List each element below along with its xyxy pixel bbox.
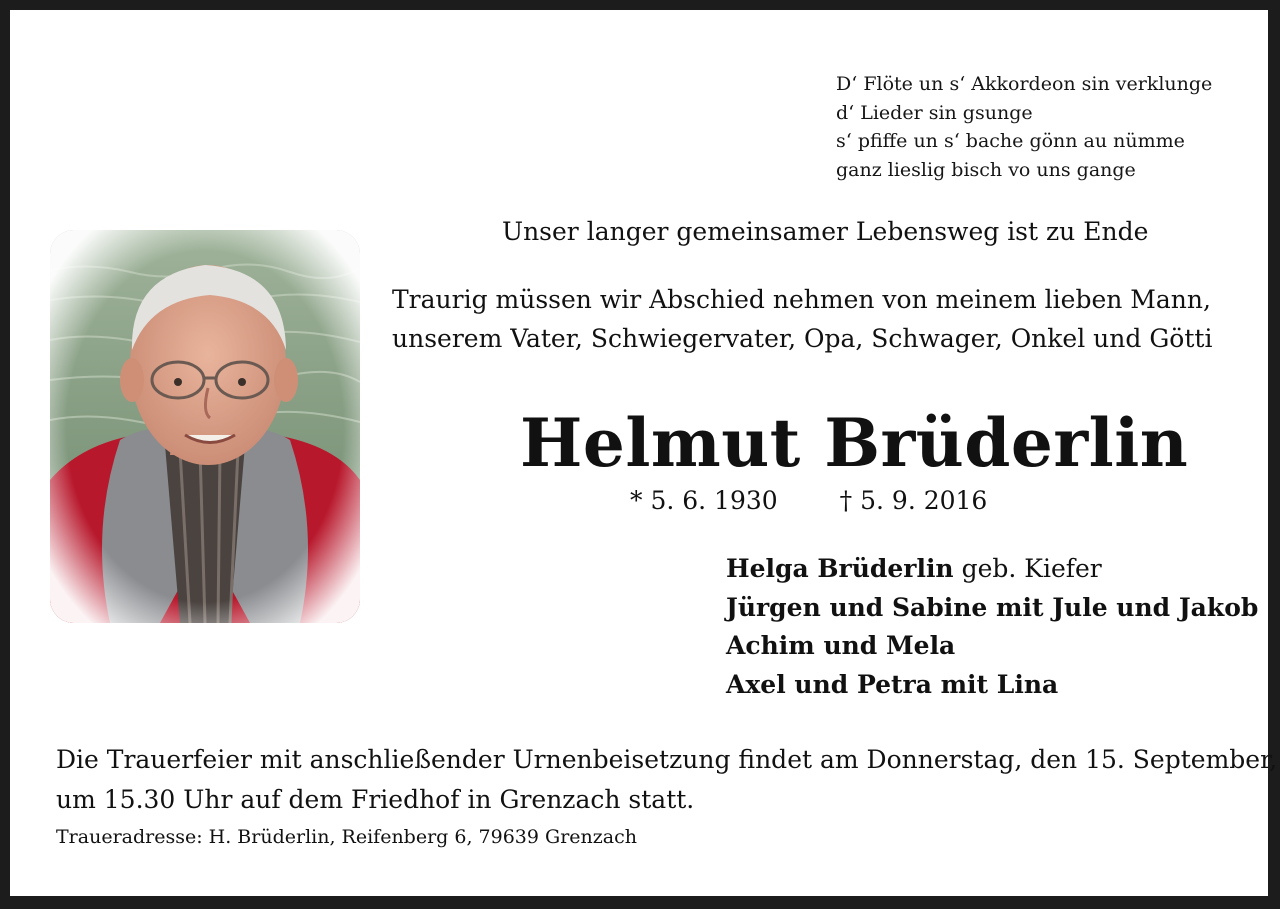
mourning-address: Traueradresse: H. Brüderlin, Reifenberg 6, 79639 Grenzach	[56, 826, 637, 848]
mourner-name: Achim und Mela	[726, 631, 956, 660]
funeral-announcement	[56, 740, 1277, 820]
mourners-list	[726, 550, 1258, 704]
mourner-name: Jürgen und Sabine mit Jule und Jakob	[726, 592, 1259, 622]
death-date: † 5. 9. 2016	[839, 486, 988, 515]
deceased-name: Helmut Brüderlin	[520, 404, 1189, 482]
poem-line: ganz lieslig bisch vo uns gange	[836, 158, 1136, 181]
obituary-notice	[10, 10, 1278, 896]
poem-line: s‘ pfiffe un s‘ bache gönn au nümme	[836, 130, 1185, 152]
poem-line: D‘ Flöte un s‘ Akkordeon sin verklunge	[836, 73, 1213, 95]
headline: Unser langer gemeinsamer Lebensweg ist zu Ende	[502, 217, 1149, 246]
poem-line: d‘ Lieder sin gsunge	[836, 101, 1033, 124]
mourner-name: Axel und Petra mit Lina	[726, 669, 1059, 699]
mourner-line	[726, 627, 1258, 666]
funeral-line: um 15.30 Uhr auf dem Friedhof in Grenzach statt.	[56, 785, 695, 814]
mourner-line	[726, 550, 1258, 589]
mourner-suffix: geb. Kiefer	[953, 554, 1102, 583]
portrait-photo	[50, 230, 360, 623]
mourner-line	[726, 666, 1258, 705]
mourner-line	[726, 589, 1258, 628]
intro-line: Traurig müssen wir Abschied nehmen von meinem lieben Mann,	[392, 285, 1211, 314]
intro-line: unserem Vater, Schwiegervater, Opa, Schwager, Onkel und Götti	[392, 324, 1213, 353]
funeral-line: Die Trauerfeier mit anschließender Urnenbeisetzung findet am Donnerstag, den 15. September,	[56, 745, 1278, 774]
life-dates	[630, 484, 987, 518]
intro-text	[392, 280, 1212, 358]
mourner-name: Helga Brüderlin	[726, 554, 954, 583]
portrait-illustration	[50, 230, 360, 623]
poem	[836, 70, 1212, 184]
birth-date: * 5. 6. 1930	[630, 486, 778, 515]
